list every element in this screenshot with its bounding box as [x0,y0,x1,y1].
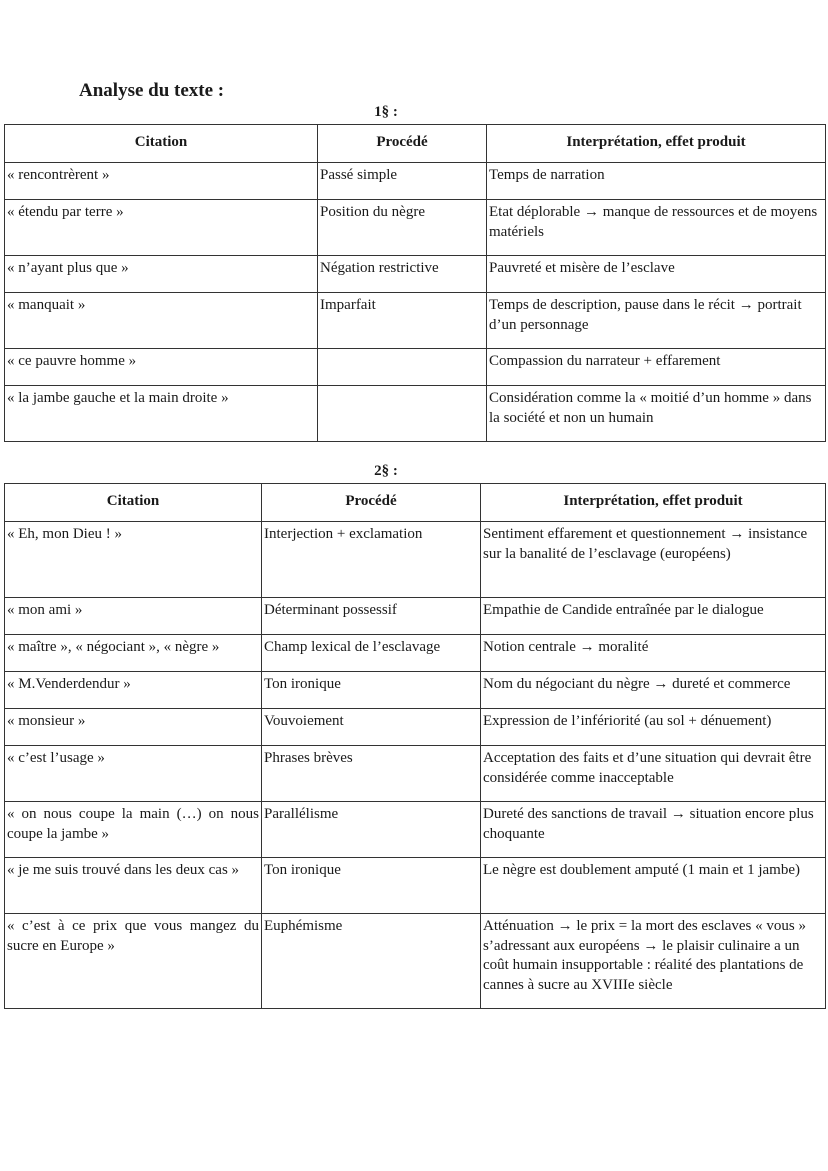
table-row [5,200,826,256]
procede-cell: Imparfait [318,293,487,349]
table-header-row [5,484,826,522]
header-interpretation: Interprétation, effet produit [481,484,826,522]
citation-cell: « monsieur » [5,709,262,746]
citation-cell: « c’est à ce prix que vous mangez du sucre en Europe » [5,914,262,1009]
procede-cell: Position du nègre [318,200,487,256]
interpretation-cell: Temps de description, pause dans le récit → portrait d’un personnage [487,293,826,349]
procede-cell: Négation restrictive [318,256,487,293]
citation-cell: « mon ami » [5,598,262,635]
interpretation-cell: Sentiment effarement et questionnement → insistance sur la banalité de l’esclavage (européens) [481,522,826,598]
interpretation-cell: Pauvreté et misère de l’esclave [487,256,826,293]
citation-cell: « c’est l’usage » [5,746,262,802]
table-header-row [5,125,826,163]
citation-cell: « Eh, mon Dieu ! » [5,522,262,598]
interpretation-cell: Nom du négociant du nègre → dureté et commerce [481,672,826,709]
interpretation-cell: Temps de narration [487,163,826,200]
procede-cell: Interjection + exclamation [262,522,481,598]
citation-cell: « n’ayant plus que » [5,256,318,293]
procede-cell: Champ lexical de l’esclavage [262,635,481,672]
citation-cell: « je me suis trouvé dans les deux cas » [5,858,262,914]
page-title: Analyse du texte : [79,80,225,101]
procede-cell [318,349,487,386]
interpretation-cell: Atténuation → le prix = la mort des esclaves « vous » s’adressant aux européens → le plaisir culinaire a un coût humain insupportable : réalité des plantations de cannes à sucre au XVIIIe siècle [481,914,826,1009]
citation-cell: « la jambe gauche et la main droite » [5,386,318,442]
analysis-table-1 [4,124,826,442]
citation-cell: « manquait » [5,293,318,349]
table-row [5,163,826,200]
table-row [5,349,826,386]
table-row [5,802,826,858]
table-row [5,914,826,1009]
header-procede: Procédé [262,484,481,522]
procede-cell: Déterminant possessif [262,598,481,635]
table-row [5,522,826,598]
interpretation-cell: Expression de l’infériorité (au sol + dénuement) [481,709,826,746]
interpretation-cell: Le nègre est doublement amputé (1 main et 1 jambe) [481,858,826,914]
table-row [5,746,826,802]
section-1-label: 1§ : [374,104,398,120]
header-interpretation: Interprétation, effet produit [487,125,826,163]
header-citation: Citation [5,125,318,163]
header-procede: Procédé [318,125,487,163]
interpretation-cell: Etat déplorable → manque de ressources et de moyens matériels [487,200,826,256]
procede-cell: Euphémisme [262,914,481,1009]
procede-cell: Vouvoiement [262,709,481,746]
interpretation-cell: Compassion du narrateur + effarement [487,349,826,386]
table-row [5,709,826,746]
citation-cell: « M.Venderdendur » [5,672,262,709]
analysis-table-2 [4,483,826,1009]
interpretation-cell: Acceptation des faits et d’une situation qui devrait être considérée comme inacceptable [481,746,826,802]
procede-cell [318,386,487,442]
procede-cell: Phrases brèves [262,746,481,802]
table-row [5,635,826,672]
table-row [5,293,826,349]
citation-cell: « rencontrèrent » [5,163,318,200]
procede-cell: Ton ironique [262,858,481,914]
procede-cell: Passé simple [318,163,487,200]
header-citation: Citation [5,484,262,522]
table-row [5,858,826,914]
section-2-label: 2§ : [374,463,398,479]
table-row [5,386,826,442]
citation-cell: « on nous coupe la main (…) on nous coupe la jambe » [5,802,262,858]
procede-cell: Parallélisme [262,802,481,858]
interpretation-cell: Empathie de Candide entraînée par le dialogue [481,598,826,635]
citation-cell: « ce pauvre homme » [5,349,318,386]
citation-cell: « étendu par terre » [5,200,318,256]
interpretation-cell: Considération comme la « moitié d’un homme » dans la société et non un humain [487,386,826,442]
table-row [5,598,826,635]
table-row [5,256,826,293]
interpretation-cell: Notion centrale → moralité [481,635,826,672]
table-row [5,672,826,709]
interpretation-cell: Dureté des sanctions de travail → situation encore plus choquante [481,802,826,858]
procede-cell: Ton ironique [262,672,481,709]
citation-cell: « maître », « négociant », « nègre » [5,635,262,672]
